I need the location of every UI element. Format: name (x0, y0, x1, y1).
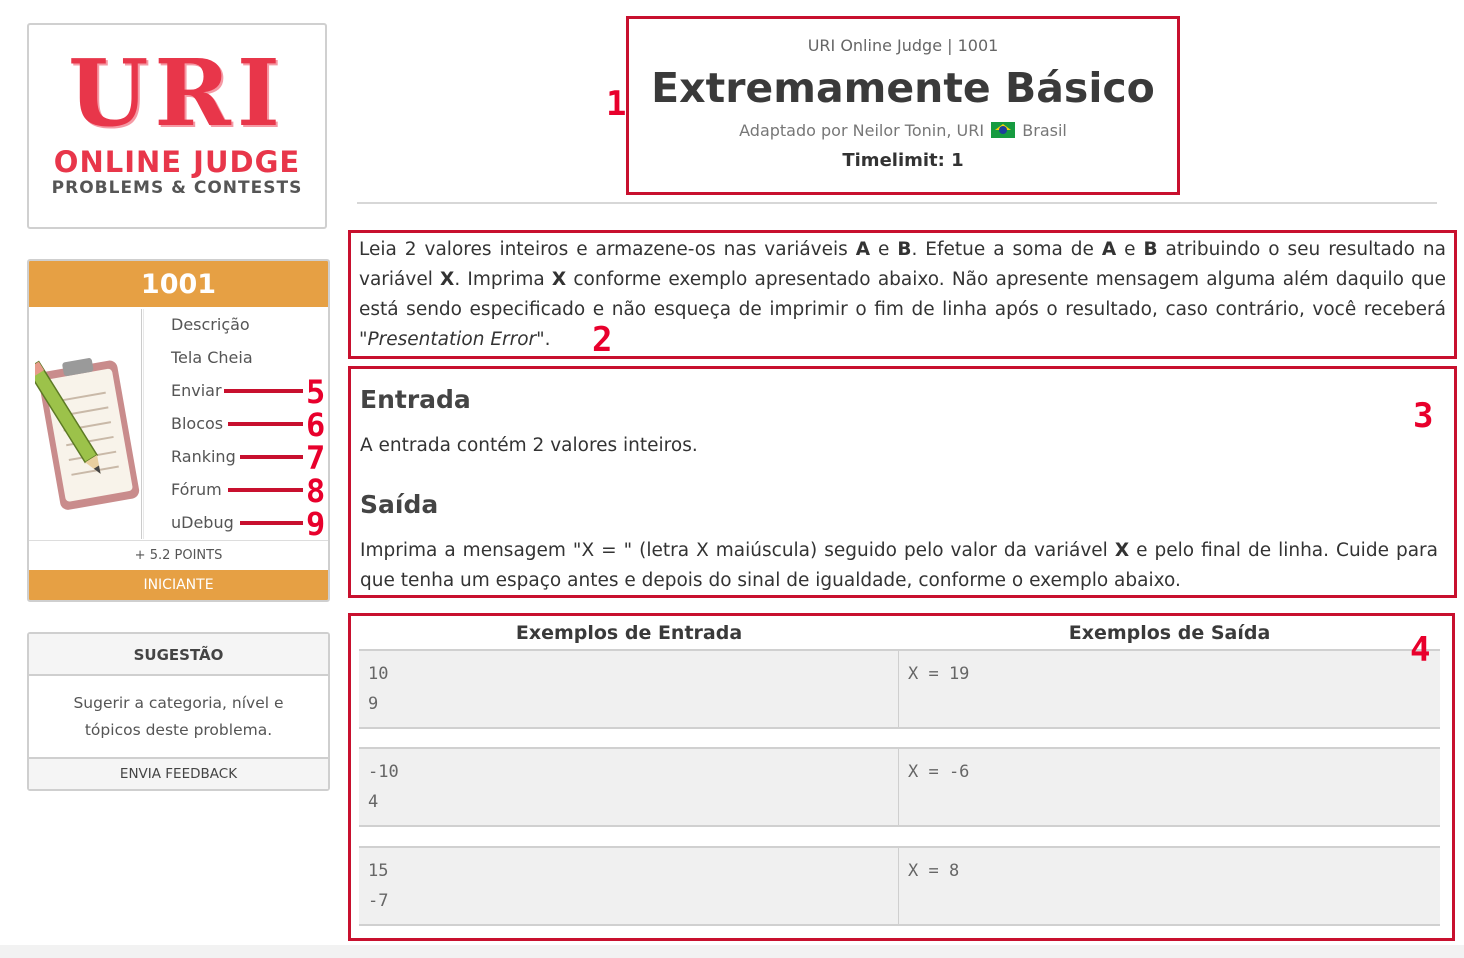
io-section (348, 366, 1457, 598)
author-country: Brasil (1022, 121, 1067, 140)
desc-var: B (897, 239, 912, 260)
logo-problems-contests-text: PROBLEMS & CONTESTS (51, 178, 303, 198)
page-title: Extremamente Básico (651, 64, 1155, 112)
desc-part: ". (536, 329, 551, 350)
desc-part: conforme exemplo apresentado abaixo. Não apresente mensagem alguma além daquilo que está sendo especificado e não esqueça de imprimir o fim de linha após o resultado, caso contrário, você receberá " (359, 269, 1447, 350)
annotation-3: 3 (1413, 396, 1434, 436)
annotation-5: 5 (306, 373, 326, 411)
annotation-4: 4 (1410, 630, 1431, 670)
example-row (359, 846, 1440, 926)
uri-logo[interactable] (27, 23, 327, 229)
annotation-line-6 (228, 422, 303, 426)
problem-subtitle: URI Online Judge | 1001 (807, 36, 999, 55)
example-separator (898, 749, 899, 825)
suggestion-text: Sugerir a categoria, nível e tópicos deste problema. (73, 694, 284, 739)
logo-online-judge-text: ONLINE JUDGE (53, 145, 301, 179)
desc-var: B (1143, 239, 1158, 260)
menu-item-tela-cheia[interactable]: Tela Cheia (171, 348, 253, 367)
desc-var: X (551, 269, 567, 290)
examples-output-header: Exemplos de Saída (1068, 622, 1271, 644)
desc-part: . Efetue a soma de (911, 239, 1102, 260)
example-input: 15 -7 (368, 861, 389, 911)
desc-var: A (1101, 239, 1117, 260)
input-heading: Entrada (360, 385, 471, 414)
example-output: X = -6 (908, 762, 970, 782)
menu-item-udebug[interactable]: uDebug (171, 513, 234, 532)
desc-part: . Imprima (454, 269, 552, 290)
input-text: A entrada contém 2 valores inteiros. (360, 435, 698, 456)
problem-header (626, 16, 1180, 195)
annotation-2: 2 (592, 320, 613, 360)
problem-points: + 5.2 POINTS (29, 540, 328, 571)
problem-menu (171, 313, 253, 544)
example-input: -10 4 (368, 762, 399, 812)
example-input: 10 9 (368, 664, 389, 714)
example-separator (898, 848, 899, 924)
problem-author (629, 121, 1177, 140)
example-row (359, 649, 1440, 729)
output-text (360, 536, 1438, 596)
desc-part: e (870, 239, 898, 260)
desc-part: e (1116, 239, 1144, 260)
annotation-line-9 (240, 521, 303, 525)
problem-description (348, 230, 1457, 359)
examples-table (348, 613, 1455, 941)
author-text: Adaptado por Neilor Tonin, URI (739, 121, 985, 140)
output-part: Imprima a mensagem "X = " (letra X maiúscula) seguido pelo valor da variável (360, 540, 1115, 561)
menu-item-ranking[interactable]: Ranking (171, 447, 236, 466)
annotation-line-5 (224, 389, 303, 393)
menu-divider-shadow (143, 309, 144, 539)
output-part: e pelo final de linha. Cuide para que tenha um espaço antes e depois do sinal de igualdade, conforme o exemplo abaixo. (360, 540, 1438, 591)
logo-uri-text: URI (68, 39, 286, 147)
send-feedback-button[interactable]: ENVIA FEEDBACK (29, 757, 328, 789)
example-output: X = 19 (908, 664, 970, 684)
clipboard-icon (35, 351, 145, 511)
output-var: X (1114, 540, 1130, 561)
example-row (359, 747, 1440, 827)
annotation-9: 9 (306, 505, 326, 543)
annotation-7: 7 (306, 439, 326, 477)
menu-divider (141, 309, 142, 539)
annotation-line-7 (240, 455, 303, 459)
examples-input-header: Exemplos de Entrada (515, 622, 743, 644)
timelimit: Timelimit: 1 (842, 150, 964, 171)
desc-var: A (855, 239, 871, 260)
page-bottom-bar (0, 945, 1464, 958)
problem-id: 1001 (29, 261, 328, 307)
desc-italic: Presentation Error (367, 329, 537, 350)
problem-level[interactable]: INICIANTE (29, 570, 328, 600)
problem-menu-box (27, 259, 330, 602)
desc-part: Leia 2 valores inteiros e armazene-os nas variáveis (359, 239, 856, 260)
annotation-1: 1 (606, 84, 627, 124)
annotation-6: 6 (306, 406, 326, 444)
output-heading: Saída (360, 490, 439, 519)
annotation-line-8 (228, 488, 303, 492)
example-separator (898, 651, 899, 727)
desc-var: X (440, 269, 455, 290)
menu-item-enviar[interactable]: Enviar (171, 381, 222, 400)
example-output: X = 8 (908, 861, 960, 881)
suggestion-box (27, 632, 330, 791)
menu-item-descricao[interactable]: Descrição (171, 315, 250, 334)
annotation-8: 8 (306, 472, 326, 510)
header-divider (357, 202, 1437, 204)
suggestion-title: SUGESTÃO (29, 634, 328, 676)
menu-item-blocos[interactable]: Blocos (171, 414, 224, 433)
menu-item-forum[interactable]: Fórum (171, 480, 222, 499)
description-text (359, 235, 1446, 355)
brazil-flag-icon (991, 122, 1015, 138)
desc-part: atribuindo o seu resultado na variável (359, 239, 1446, 290)
